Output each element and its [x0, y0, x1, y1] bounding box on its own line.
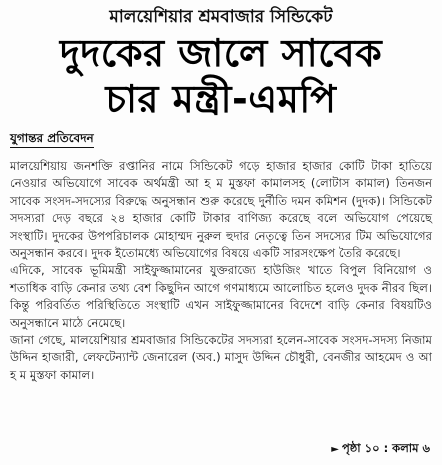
- paragraph: এদিকে, সাবেক ভূমিমন্ত্রী সাইফুজ্জামানের যুক্তরাজ্যে হাউজিং খাতে বিপুল বিনিয়োগ ও শতাধিক বাড়ি কেনার তথ্য বেশ কিছুদিন আগে গণমাধ্যমে আলোচিত হলেও দুদক নীরব ছিল। কিন্তু পরিবর্তিত পরিস্থিতিতে সংস্থাটি এখন সাইফুজ্জামানের বিদেশে বাড়ি কেনার বিষয়টিও অনুসন্ধানে মাঠে নেমেছে।: [10, 263, 432, 330]
- byline: যুগান্তর প্রতিবেদন: [10, 130, 94, 148]
- paragraph: মালয়েশিয়ায় জনশক্তি রপ্তানির নামে সিন্ডিকেট গড়ে হাজার হাজার কোটি টাকা হাতিয়ে নেওয়ার অভিযোগে সাবেক অর্থমন্ত্রী আ হ ম মুস্তফা কামালসহ (লোটাস কামাল) তিনজন সাবেক সংসদ-সদস্যের বিরুদ্ধে অনুসন্ধান শুরু করেছে দুর্নীতি দমন কমিশন (দুদক)। সিন্ডিকেট সদস্যরা দেড় বছরে ২৪ হাজার কোটি টাকার বাণিজ্য করেছে বলে অভিযোগ পেয়েছে সংস্থাটি। দুদকের উপপরিচালক মোহাম্মদ নুরুল হুদার নেতৃত্বে তিন সদস্যের টিম অভিযোগের অনুসন্ধান করবে। দুদক ইতোমধ্যে অভিযোগের বিষয়ে একটি সারসংক্ষেপ তৈরি করেছে।: [10, 159, 432, 261]
- kicker-headline: মালয়েশিয়ার শ্রমবাজার সিন্ডিকেট: [109, 7, 333, 27]
- headline-line-1: দুদকের জালে সাবেক: [59, 31, 383, 75]
- paragraph: জানা গেছে, মালয়েশিয়ার শ্রমবাজার সিন্ডিকেটের সদস্যরা হলেন-সাবেক সংসদ-সদস্য নিজাম উদ্দিন হাজারী, লেফটেন্যান্ট জেনারেল (অব.) মাসুদ উদ্দিন চৌধুরী, বেনজীর আহমেদ ও আ হ ম মুস্তফা কামাল।: [10, 333, 432, 382]
- continued-text: পৃষ্ঠা ১০ : কলাম ৬: [342, 441, 430, 455]
- article-body: [10, 158, 432, 384]
- main-headline: [10, 30, 432, 122]
- play-arrow-icon: ►: [331, 444, 339, 455]
- continued-reference: [331, 440, 430, 459]
- headline-line-2: চার মন্ত্রী-এমপি: [105, 77, 337, 121]
